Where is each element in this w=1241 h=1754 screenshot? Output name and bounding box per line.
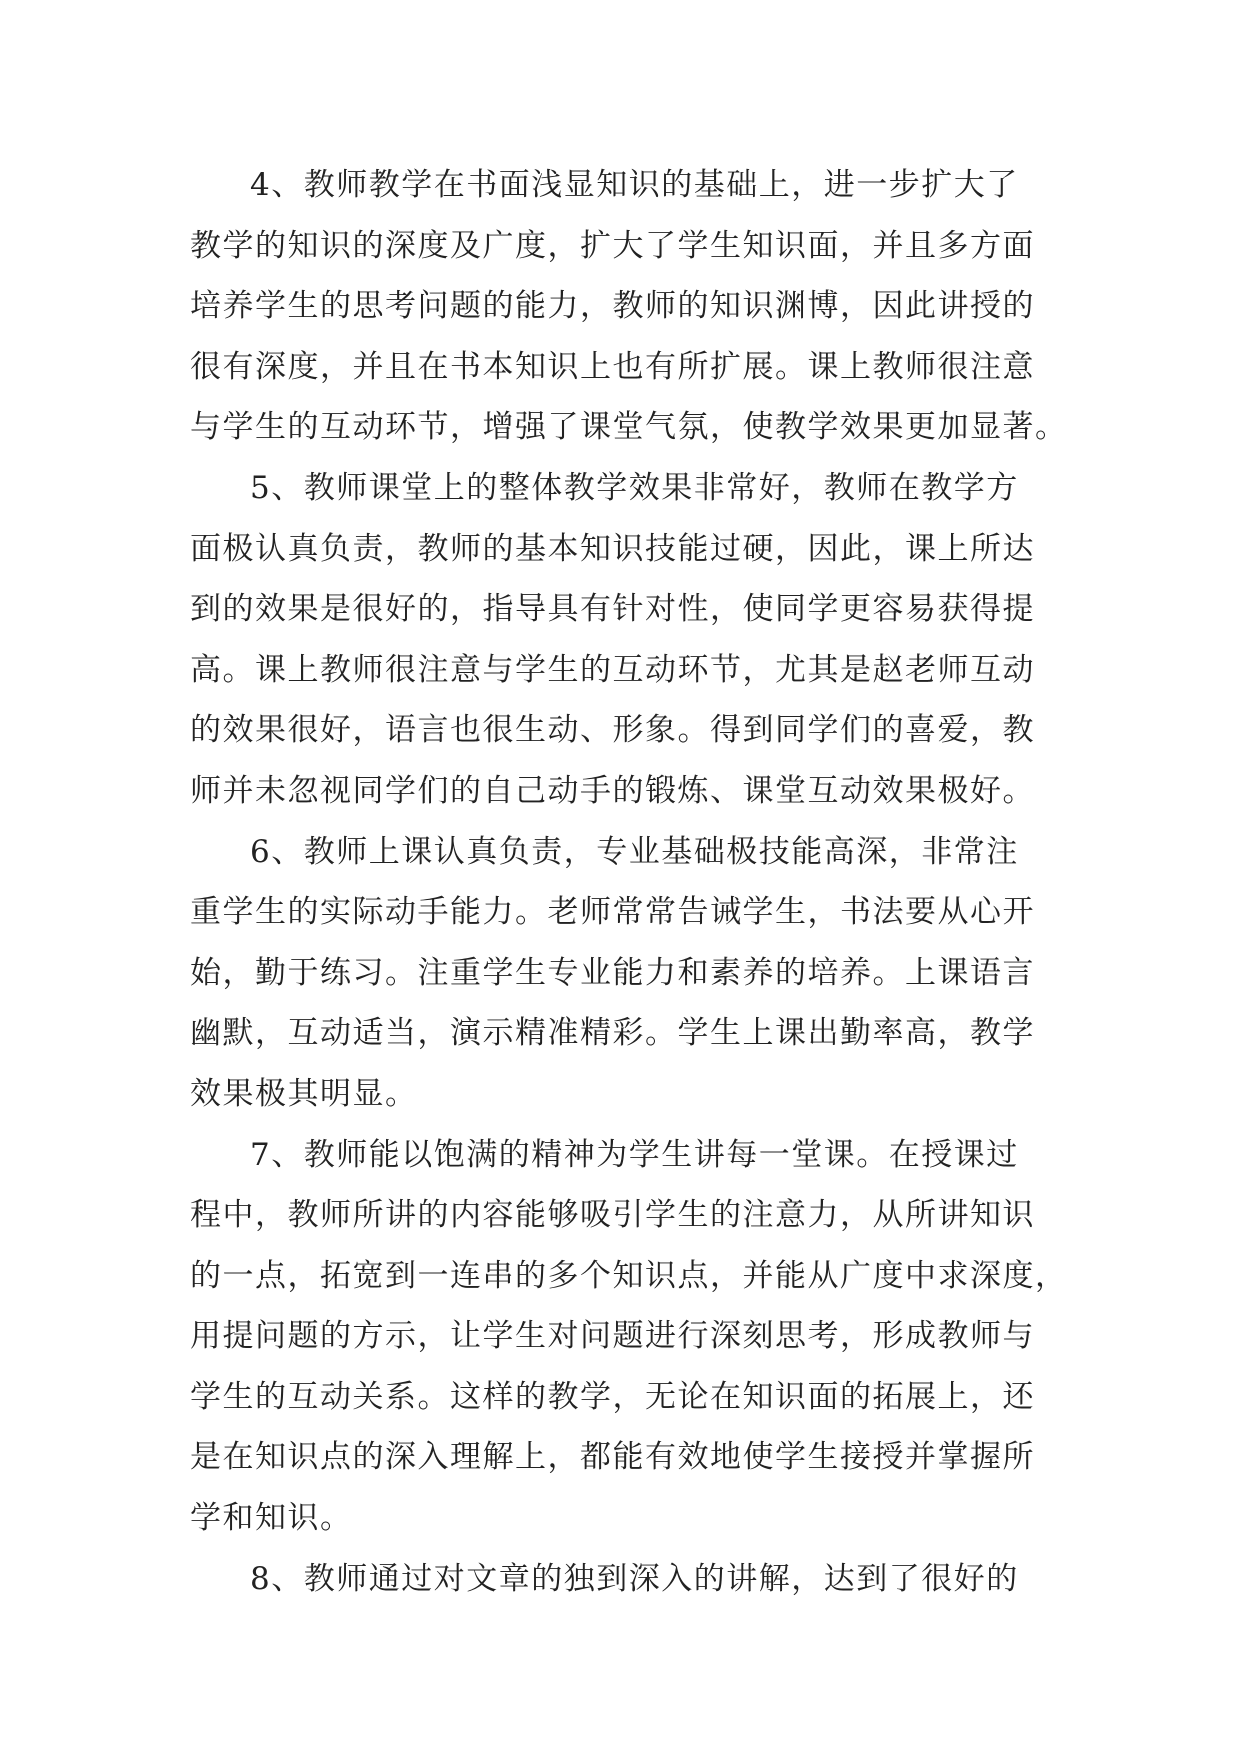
- paragraph-5-line-1: 5、教师课堂上的整体教学效果非常好，教师在教学方: [250, 469, 1019, 506]
- paragraph-7-line-3: 的一点，拓宽到一连串的多个知识点，并能从广度中求深度，: [190, 1257, 1068, 1294]
- paragraph-5-line-2: 面极认真负责，教师的基本知识技能过硬，因此，课上所达: [190, 530, 1035, 567]
- paragraph-6-line-5: 效果极其明显。: [190, 1075, 418, 1112]
- paragraph-7-line-5: 学生的互动关系。这样的教学，无论在知识面的拓展上，还: [190, 1378, 1035, 1415]
- paragraph-4-line-4: 很有深度，并且在书本知识上也有所扩展。课上教师很注意: [190, 348, 1035, 385]
- paragraph-4-line-2: 教学的知识的深度及广度，扩大了学生知识面，并且多方面: [190, 227, 1035, 264]
- paragraph-5-line-3: 到的效果是很好的，指导具有针对性，使同学更容易获得提: [190, 591, 1035, 628]
- paragraph-7-line-1: 7、教师能以饱满的精神为学生讲每一堂课。在授课过: [250, 1136, 1019, 1173]
- paragraph-7-line-4: 用提问题的方示，让学生对问题进行深刻思考，形成教师与: [190, 1318, 1035, 1355]
- body-text: [190, 155, 1070, 1609]
- paragraph-6-line-1: 6、教师上课认真负责，专业基础极技能高深，非常注: [250, 833, 1019, 870]
- paragraph-4-line-1: 4、教师教学在书面浅显知识的基础上，进一步扩大了: [250, 167, 1019, 203]
- paragraph-6-line-3: 始，勤于练习。注重学生专业能力和素养的培养。上课语言: [190, 954, 1035, 991]
- paragraph-5-line-4: 高。课上教师很注意与学生的互动环节，尤其是赵老师互动: [190, 651, 1035, 688]
- paragraph-5-line-6: 师并未忽视同学们的自己动手的锻炼、课堂互动效果极好。: [190, 772, 1035, 809]
- paragraph-7-line-2: 程中，教师所讲的内容能够吸引学生的注意力，从所讲知识: [190, 1197, 1035, 1234]
- paragraph-6-line-4: 幽默，互动适当，演示精准精彩。学生上课出勤率高，教学: [190, 1015, 1035, 1052]
- paragraph-7-line-7: 学和知识。: [190, 1500, 353, 1537]
- paragraph-7-line-6: 是在知识点的深入理解上，都能有效地使学生接授并掌握所: [190, 1439, 1035, 1476]
- paragraph-5-line-5: 的效果很好，语言也很生动、形象。得到同学们的喜爱，教: [190, 712, 1035, 749]
- paragraph-8-line-1: 8、教师通过对文章的独到深入的讲解，达到了很好的: [250, 1560, 1019, 1597]
- paragraph-6-line-2: 重学生的实际动手能力。老师常常告诫学生，书法要从心开: [190, 894, 1035, 931]
- paragraph-4-line-3: 培养学生的思考问题的能力，教师的知识渊博，因此讲授的: [190, 288, 1035, 325]
- paragraph-4-line-5: 与学生的互动环节，增强了课堂气氛，使教学效果更加显著。: [190, 409, 1068, 446]
